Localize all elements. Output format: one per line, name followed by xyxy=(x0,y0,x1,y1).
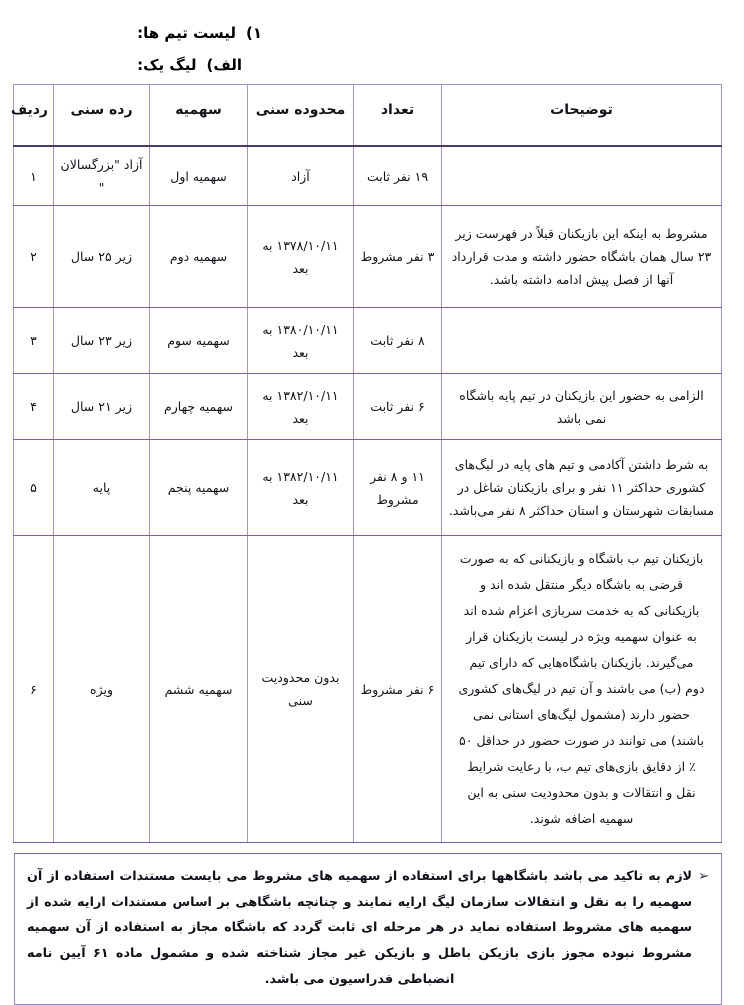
cell-age-category: ویژه xyxy=(54,536,150,843)
table-row xyxy=(14,308,722,374)
teams-table-body xyxy=(14,146,722,843)
column-header-age-category: رده سنی xyxy=(54,85,150,147)
cell-age-range: ۱۳۷۸/۱۰/۱۱ به بعد xyxy=(248,206,354,308)
cell-quota: سهمیه سوم xyxy=(150,308,248,374)
cell-row-number: ۴ xyxy=(14,374,54,440)
cell-age-category: زیر ۲۱ سال xyxy=(54,374,150,440)
cell-description: بازیکنان تیم ب باشگاه و بازیکنانی که به صورت قرضی به باشگاه دیگر منتقل شده اند و بازیکنانی که به خدمت سربازی اعزام شده اند به عنوان سهمیه ویژه در لیست بازیکنان قرار می‌گیرند. بازیکنان باشگاه‌هایی که دارای تیم دوم (ب) می باشند و آن تیم در لیگ‌های کشوری حضور دارند (مشمول لیگ‌های استانی نمی باشند) می توانند در صورت حضور در حداقل ۵۰ ٪ از دقایق بازی‌های تیم ب، با رعایت شرایط نقل و انتقالات و بدون محدودیت سنی به این سهمیه اضافه شوند. xyxy=(442,536,722,843)
teams-table xyxy=(10,84,722,843)
column-header-age-range: محدوده سنی xyxy=(248,85,354,147)
cell-description: به شرط داشتن آکادمی و تیم های پایه در لیگ‌های کشوری حداکثر ۱۱ نفر و برای بازیکنان شاغل در مسابقات شهرستان و استان حداکثر ۸ نفر می‌باشد. xyxy=(442,440,722,536)
cell-description xyxy=(442,308,722,374)
cell-quota: سهمیه چهارم xyxy=(150,374,248,440)
table-header-row xyxy=(14,85,722,147)
cell-quota: سهمیه اول xyxy=(150,146,248,206)
cell-count: ۱۹ نفر ثابت xyxy=(354,146,442,206)
teams-table-head xyxy=(10,85,722,147)
document-headings xyxy=(0,0,744,74)
cell-row-number: ۲ xyxy=(14,206,54,308)
cell-description: مشروط به اینکه این بازیکنان قبلاً در فهرست زیر ۲۳ سال همان باشگاه حضور داشته و مدت قرارداد آنها از فصل پیش ادامه داشته باشد. xyxy=(442,206,722,308)
cell-age-category: زیر ۲۳ سال xyxy=(54,308,150,374)
cell-row-number: ۵ xyxy=(14,440,54,536)
column-header-description: توضیحات xyxy=(442,85,722,147)
footnote-box xyxy=(14,853,722,1005)
cell-row-number: ۱ xyxy=(14,146,54,206)
cell-count: ۸ نفر ثابت xyxy=(354,308,442,374)
cell-age-range: آزاد xyxy=(248,146,354,206)
column-header-count: تعداد xyxy=(354,85,442,147)
cell-count: ۶ نفر ثابت xyxy=(354,374,442,440)
heading-teams-list-number: ۱) xyxy=(245,24,262,42)
table-row xyxy=(14,146,722,206)
cell-age-range: ۱۳۸۲/۱۰/۱۱ به بعد xyxy=(248,440,354,536)
cell-count: ۳ نفر مشروط xyxy=(354,206,442,308)
table-row xyxy=(14,374,722,440)
table-row xyxy=(14,536,722,843)
cell-row-number: ۶ xyxy=(14,536,54,843)
cell-description xyxy=(442,146,722,206)
cell-row-number: ۳ xyxy=(14,308,54,374)
cell-quota: سهمیه پنجم xyxy=(150,440,248,536)
cell-quota: سهمیه ششم xyxy=(150,536,248,843)
cell-age-category: پایه xyxy=(54,440,150,536)
teams-table-container xyxy=(10,84,722,843)
column-header-row-number: ردیف xyxy=(14,85,54,147)
heading-teams-list xyxy=(30,24,714,42)
cell-age-range: بدون محدودیت سنی xyxy=(248,536,354,843)
table-row xyxy=(14,206,722,308)
heading-league-one-label: الف) xyxy=(206,56,242,74)
heading-league-one-title: لیگ یک: xyxy=(137,56,197,74)
heading-league-one xyxy=(30,56,714,74)
cell-count: ۶ نفر مشروط xyxy=(354,536,442,843)
cell-age-range: ۱۳۸۲/۱۰/۱۱ به بعد xyxy=(248,374,354,440)
footnote-text: لازم به تاکید می باشد باشگاهها برای استفاده از سهمیه های مشروط می بایست مستندات استفاده از آن سهمیه را به نقل و انتقالات سازمان لیگ ارایه نمایند و چنانچه باشگاهی بر اساس مستندات ارایه شده از سهمیه های مشروط استفاده نماید در هر مرحله ای ثابت گردد که باشگاه مجاز به استفاده از آن سهمیه مشروط نبوده مجوز بازی بازیکن باطل و بازیکن غیر مجاز شناخته شده و مشمول ماده ۶۱ آیین نامه انضباطی فدراسیون می باشد. xyxy=(27,869,693,987)
heading-teams-list-title: لیست تیم ها: xyxy=(137,24,236,42)
cell-quota: سهمیه دوم xyxy=(150,206,248,308)
column-header-quota: سهمیه xyxy=(150,85,248,147)
cell-age-category: زیر ۲۵ سال xyxy=(54,206,150,308)
arrow-bullet-icon: ➢ xyxy=(698,869,709,885)
cell-age-range: ۱۳۸۰/۱۰/۱۱ به بعد xyxy=(248,308,354,374)
cell-description: الزامی به حضور این بازیکنان در تیم پایه باشگاه نمی باشد xyxy=(442,374,722,440)
cell-count: ۱۱ و ۸ نفر مشروط xyxy=(354,440,442,536)
table-row xyxy=(14,440,722,536)
cell-age-category: آزاد "بزرگسالان " xyxy=(54,146,150,206)
